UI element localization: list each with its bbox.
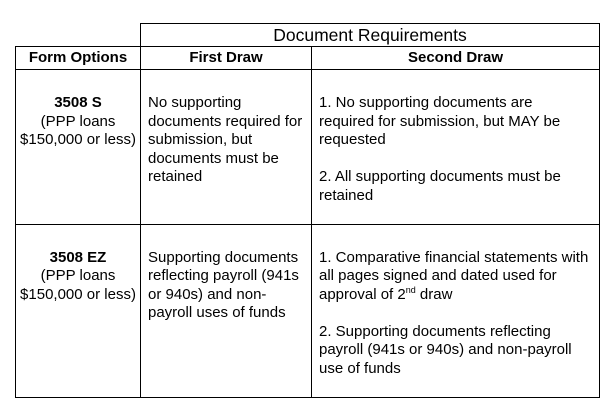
ordinal-suffix: nd (405, 284, 416, 295)
empty-corner-cell (16, 24, 141, 47)
form-name: 3508 S (54, 94, 102, 111)
second-draw-item-1 (319, 249, 591, 305)
form-note: (PPP loans $150,000 or less) (20, 112, 136, 148)
second-draw-item-1-text: 1. Comparative financial statements with all pages signed and dated used for approval of 2 (319, 248, 589, 303)
first-draw-cell: Supporting documents reflecting payroll (941s or 940s) and non-payroll uses of funds (141, 224, 312, 397)
document-requirements-table (15, 23, 600, 398)
column-header-second-draw: Second Draw (312, 47, 600, 70)
form-note: (PPP loans $150,000 or less) (20, 267, 136, 303)
group-header: Document Requirements (141, 24, 600, 47)
second-draw-cell (312, 70, 600, 225)
second-draw-item-1-end: draw (415, 285, 453, 303)
form-name: 3508 EZ (49, 248, 107, 266)
second-draw-cell (312, 224, 600, 397)
column-header-first-draw: First Draw (141, 47, 312, 70)
form-option-cell (16, 70, 141, 225)
second-draw-item-2: 2. All supporting documents must be retained (319, 168, 561, 204)
second-draw-item-2: 2. Supporting documents reflecting payroll (941s or 940s) and non-payroll use of funds (319, 322, 572, 377)
form-option-cell (16, 224, 141, 397)
column-header-form-options: Form Options (16, 47, 141, 70)
second-draw-item-1: 1. No supporting documents are required for submission, but MAY be requested (319, 94, 561, 148)
first-draw-cell: No supporting documents required for submission, but documents must be retained (141, 70, 312, 225)
table-row (16, 70, 600, 225)
table-row (16, 224, 600, 397)
